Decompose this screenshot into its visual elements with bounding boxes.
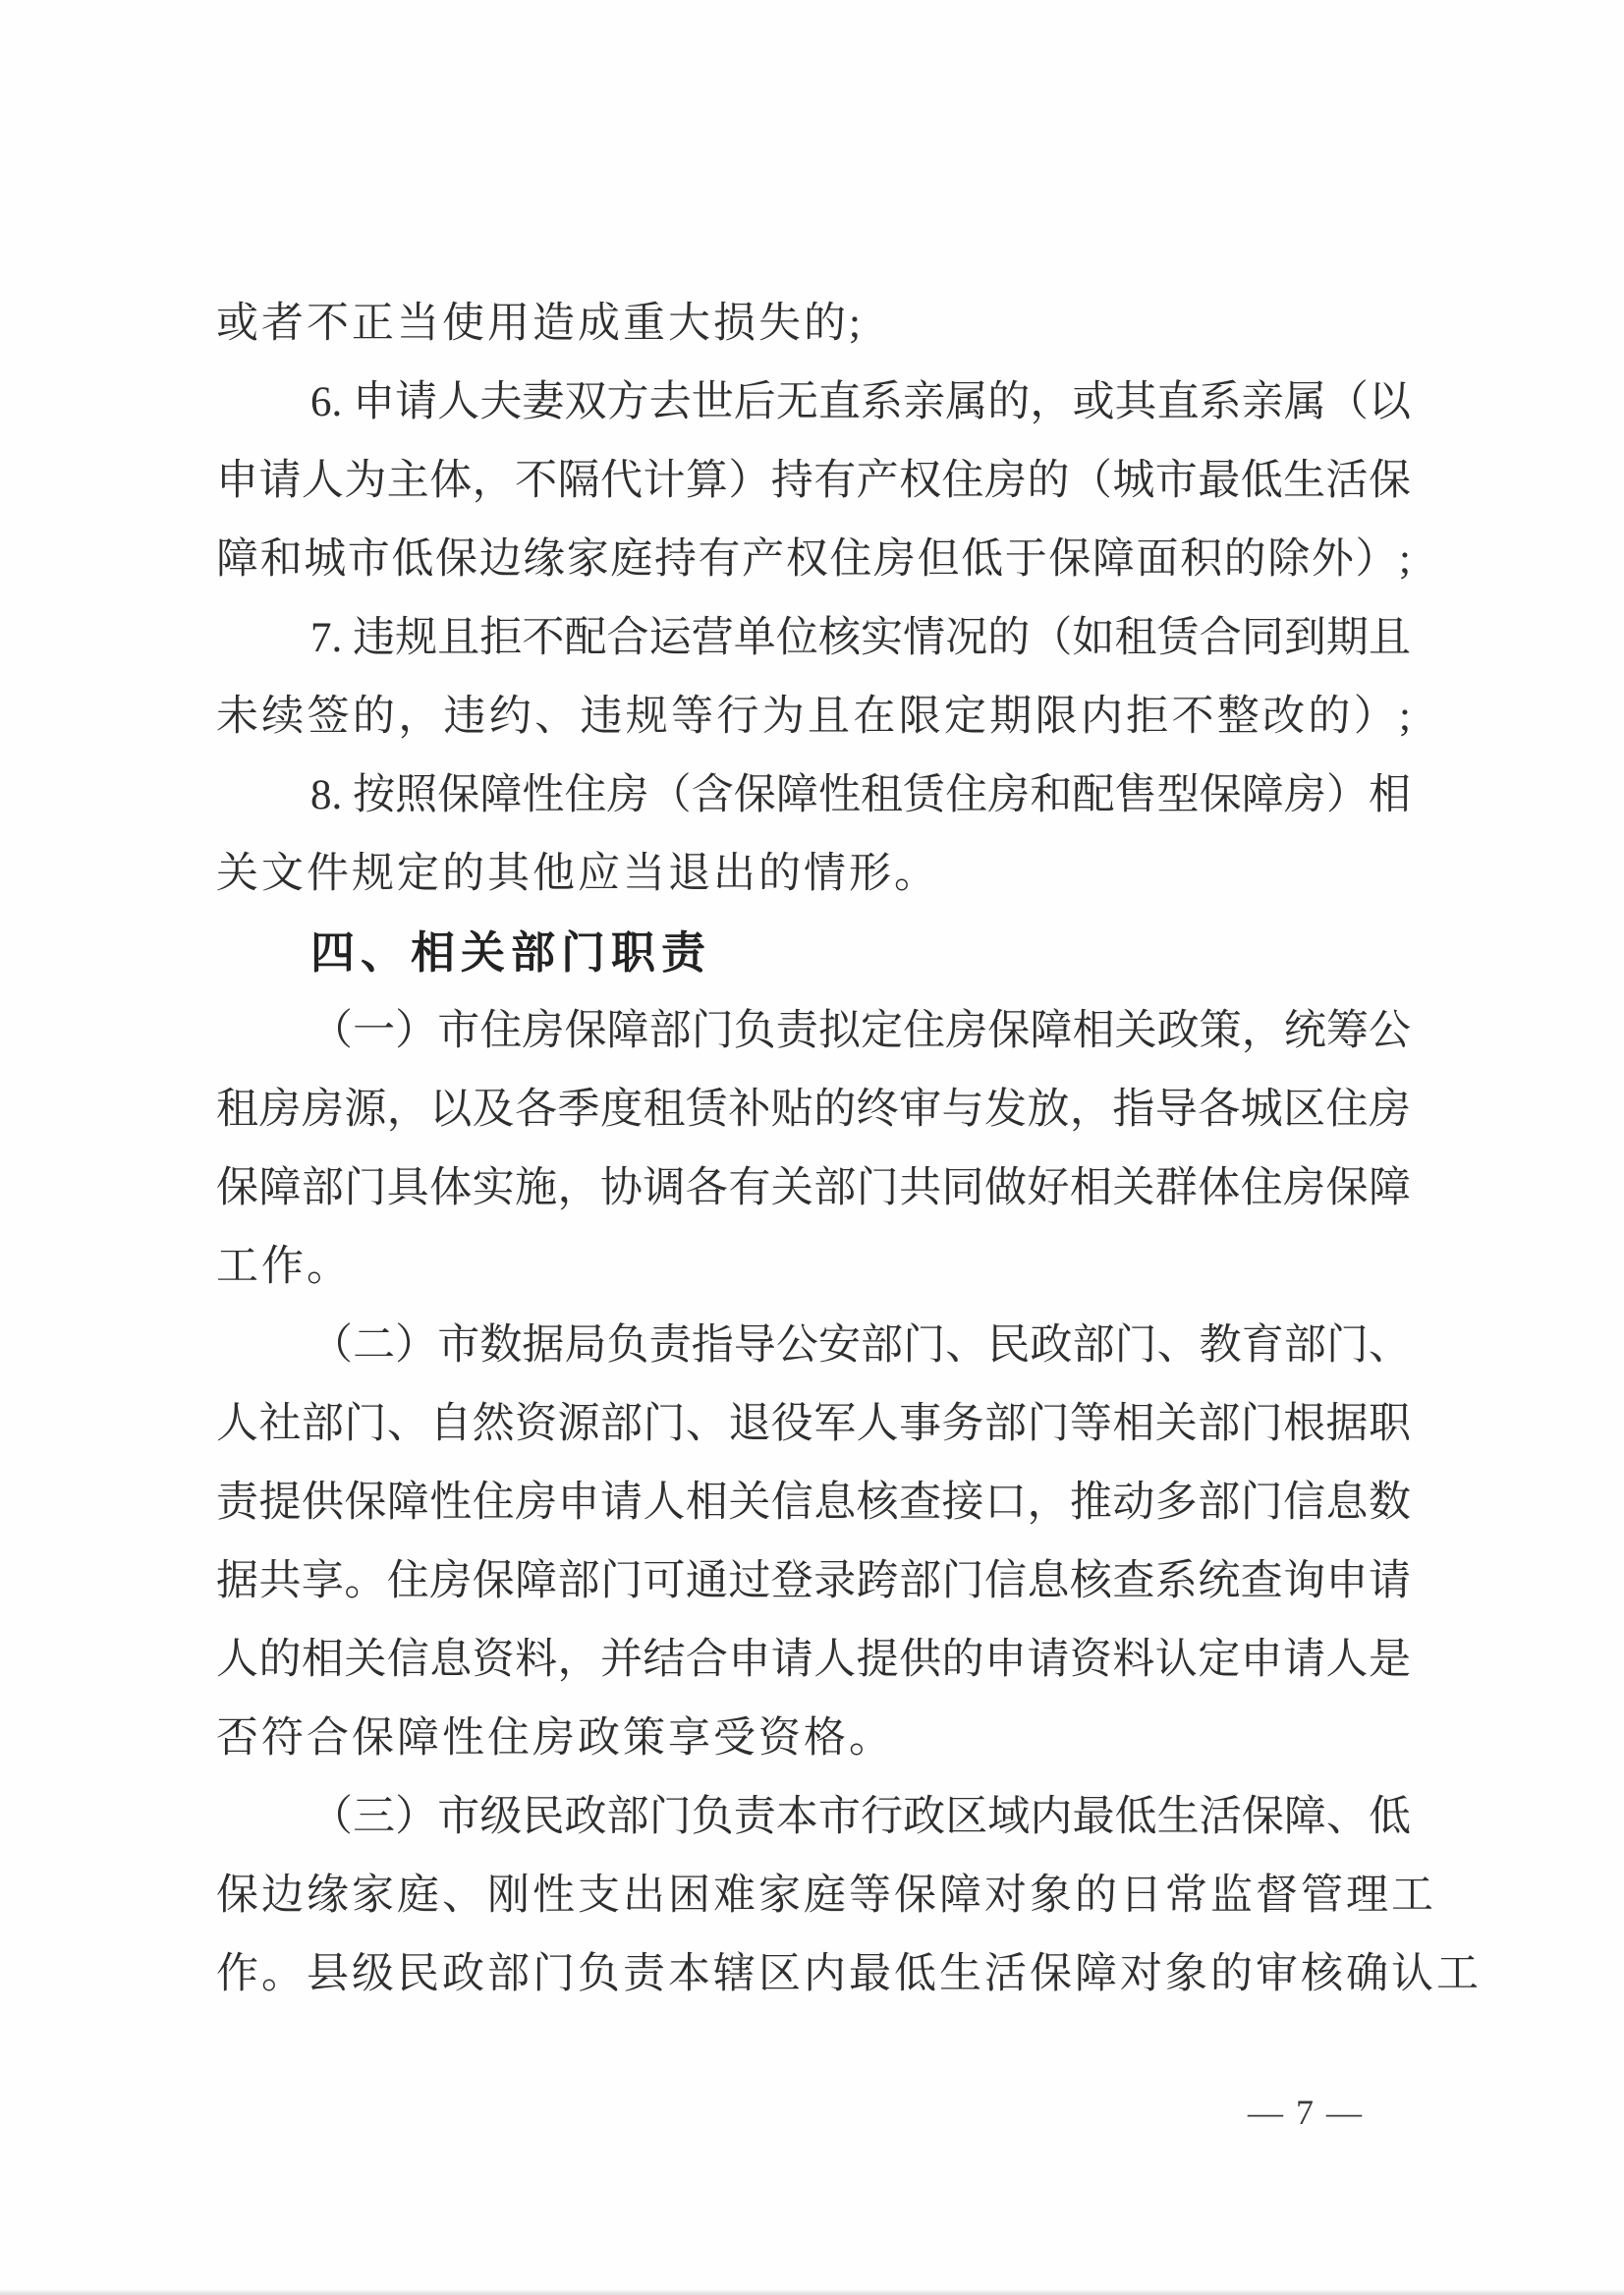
text-line: 保障部门具体实施，协调各有关部门共同做好相关群体住房保障 — [216, 1165, 1411, 1211]
text-line: （三）市级民政部门负责本市行政区域内最低生活保障、低 — [310, 1794, 1411, 1840]
text-line: （二）市数据局负责指导公安部门、民政部门、教育部门、 — [310, 1322, 1411, 1369]
section-heading: 四、相关部门职责 — [310, 928, 712, 978]
page-number: — 7 — — [1248, 2093, 1364, 2132]
text-line: 租房房源，以及各季度租赁补贴的终审与发放，指导各城区住房 — [216, 1087, 1411, 1133]
text-line: 责提供保障性住房申请人相关信息核查接口，推动多部门信息数 — [216, 1480, 1411, 1526]
text-line: 工作。 — [216, 1244, 352, 1290]
text-line: 据共享。住房保障部门可通过登录跨部门信息核查系统查询申请 — [216, 1558, 1411, 1604]
text-line: 未续签的，违约、违规等行为且在限定期限内拒不整改的）; — [216, 694, 1411, 740]
text-line: 人的相关信息资料，并结合申请人提供的申请资料认定申请人是 — [216, 1637, 1411, 1683]
text-line: 7. 违规且拒不配合运营单位核实情况的（如租赁合同到期且 — [310, 615, 1411, 661]
text-line: 6. 申请人夫妻双方去世后无直系亲属的，或其直系亲属（以 — [310, 379, 1411, 425]
text-line: 障和城市低保边缘家庭持有产权住房但低于保障面积的除外）; — [216, 536, 1411, 583]
scan-edge — [0, 2289, 1624, 2295]
text-line: 人社部门、自然资源部门、退役军人事务部门等相关部门根据职 — [216, 1401, 1411, 1447]
document-body — [216, 285, 1482, 2014]
text-line: 保边缘家庭、刚性支出困难家庭等保障对象的日常监督管理工 — [216, 1873, 1436, 1919]
text-line: 或者不正当使用造成重大损失的; — [216, 301, 864, 347]
text-line: 8. 按照保障性住房（含保障性租赁住房和配售型保障房）相 — [310, 772, 1411, 818]
text-line: 关文件规定的其他应当退出的情形。 — [216, 851, 939, 897]
text-line: 申请人为主体，不隔代计算）持有产权住房的（城市最低生活保 — [216, 458, 1411, 504]
text-line: 否符合保障性住房政策享受资格。 — [216, 1715, 894, 1762]
text-line: 作。县级民政部门负责本辖区内最低生活保障对象的审核确认工 — [216, 1951, 1482, 1997]
text-line: （一）市住房保障部门负责拟定住房保障相关政策，统筹公 — [310, 1008, 1411, 1054]
